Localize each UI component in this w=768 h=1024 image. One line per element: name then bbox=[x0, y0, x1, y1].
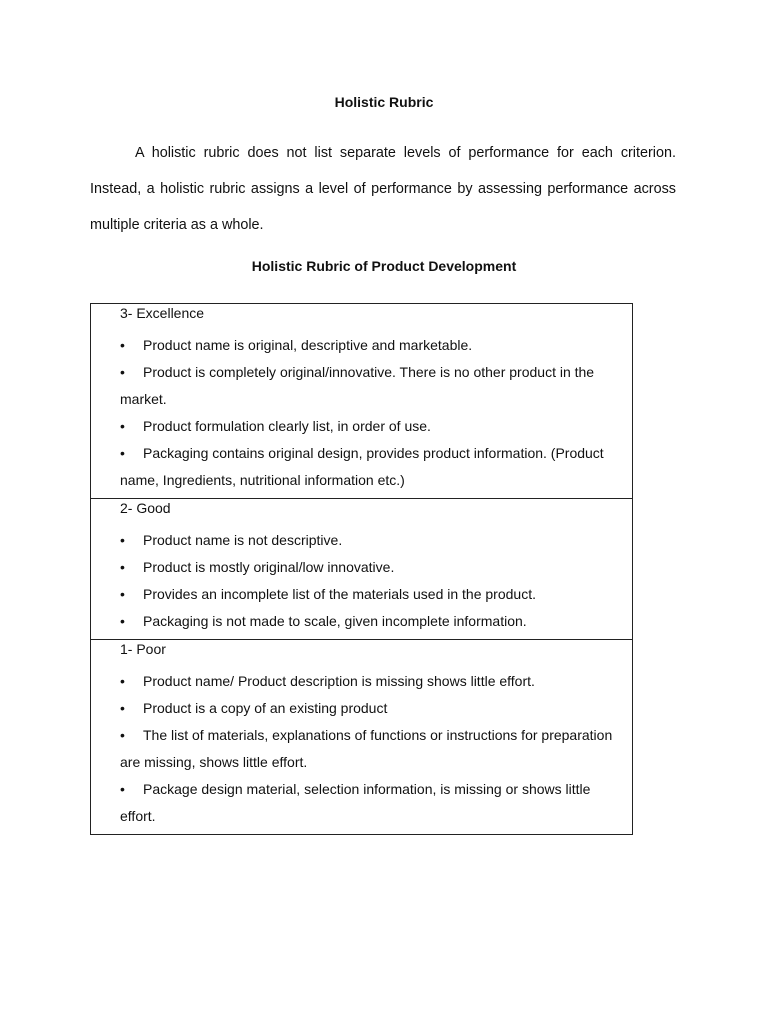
bullet-icon: • bbox=[120, 445, 125, 461]
rubric-criterion-text: Product is completely original/innovative. There is no other product in the market. bbox=[120, 364, 595, 407]
table-title: Holistic Rubric of Product Development bbox=[251, 258, 517, 274]
rubric-criterion bbox=[120, 440, 624, 494]
rubric-criterion bbox=[120, 359, 624, 413]
rubric-criterion-text: Product is mostly original/low innovative. bbox=[143, 559, 395, 575]
rubric-criterion bbox=[120, 581, 624, 608]
rubric-cell bbox=[91, 640, 633, 835]
rubric-criterion-text: Product formulation clearly list, in order of use. bbox=[143, 418, 431, 434]
rubric-row bbox=[91, 499, 633, 640]
rubric-criterion-text: Product name is not descriptive. bbox=[143, 532, 343, 548]
bullet-icon: • bbox=[120, 559, 125, 575]
rubric-criterion-text: Packaging contains original design, provides product information. (Product name, Ingredients, nutritional information etc.) bbox=[120, 445, 604, 488]
rubric-row bbox=[91, 304, 633, 499]
rubric-cell bbox=[91, 304, 633, 499]
rubric-criterion bbox=[120, 722, 624, 776]
rubric-level-label: 3- Excellence bbox=[120, 305, 205, 321]
rubric-criterion bbox=[120, 413, 624, 440]
rubric-criterion-text: Product name/ Product description is missing shows little effort. bbox=[143, 673, 535, 689]
rubric-criterion bbox=[120, 554, 624, 581]
intro-paragraph: A holistic rubric does not list separate levels of performance for each criterion. Instead, a holistic rubric assigns a level of performance by assessing performance across multiple criteria as a whole. bbox=[90, 145, 676, 233]
bullet-icon: • bbox=[120, 418, 125, 434]
bullet-icon: • bbox=[120, 781, 125, 797]
bullet-icon: • bbox=[120, 727, 125, 743]
rubric-level-label: 2- Good bbox=[120, 500, 171, 516]
bullet-icon: • bbox=[120, 613, 125, 629]
rubric-criterion bbox=[120, 695, 624, 722]
rubric-criterion-text: Package design material, selection information, is missing or shows little effort. bbox=[120, 781, 591, 824]
rubric-criterion-text: Provides an incomplete list of the materials used in the product. bbox=[143, 586, 536, 602]
rubric-row bbox=[91, 640, 633, 835]
bullet-icon: • bbox=[120, 700, 125, 716]
rubric-criterion-text: Packaging is not made to scale, given incomplete information. bbox=[143, 613, 527, 629]
bullet-icon: • bbox=[120, 586, 125, 602]
rubric-criterion-text: Product name is original, descriptive and marketable. bbox=[143, 337, 473, 353]
rubric-table-body bbox=[91, 304, 633, 835]
rubric-criterion bbox=[120, 608, 624, 635]
rubric-criterion bbox=[120, 776, 624, 830]
rubric-criterion bbox=[120, 332, 624, 359]
rubric-criterion-text: Product is a copy of an existing product bbox=[143, 700, 388, 716]
rubric-cell bbox=[91, 499, 633, 640]
bullet-icon: • bbox=[120, 337, 125, 353]
rubric-level-label: 1- Poor bbox=[120, 641, 166, 657]
rubric-table bbox=[90, 303, 633, 835]
rubric-criterion-text: The list of materials, explanations of functions or instructions for preparation are missing, shows little effort. bbox=[120, 727, 613, 770]
rubric-criterion bbox=[120, 527, 624, 554]
bullet-icon: • bbox=[120, 532, 125, 548]
document-title: Holistic Rubric bbox=[334, 94, 434, 110]
bullet-icon: • bbox=[120, 673, 125, 689]
rubric-criterion bbox=[120, 668, 624, 695]
bullet-icon: • bbox=[120, 364, 125, 380]
